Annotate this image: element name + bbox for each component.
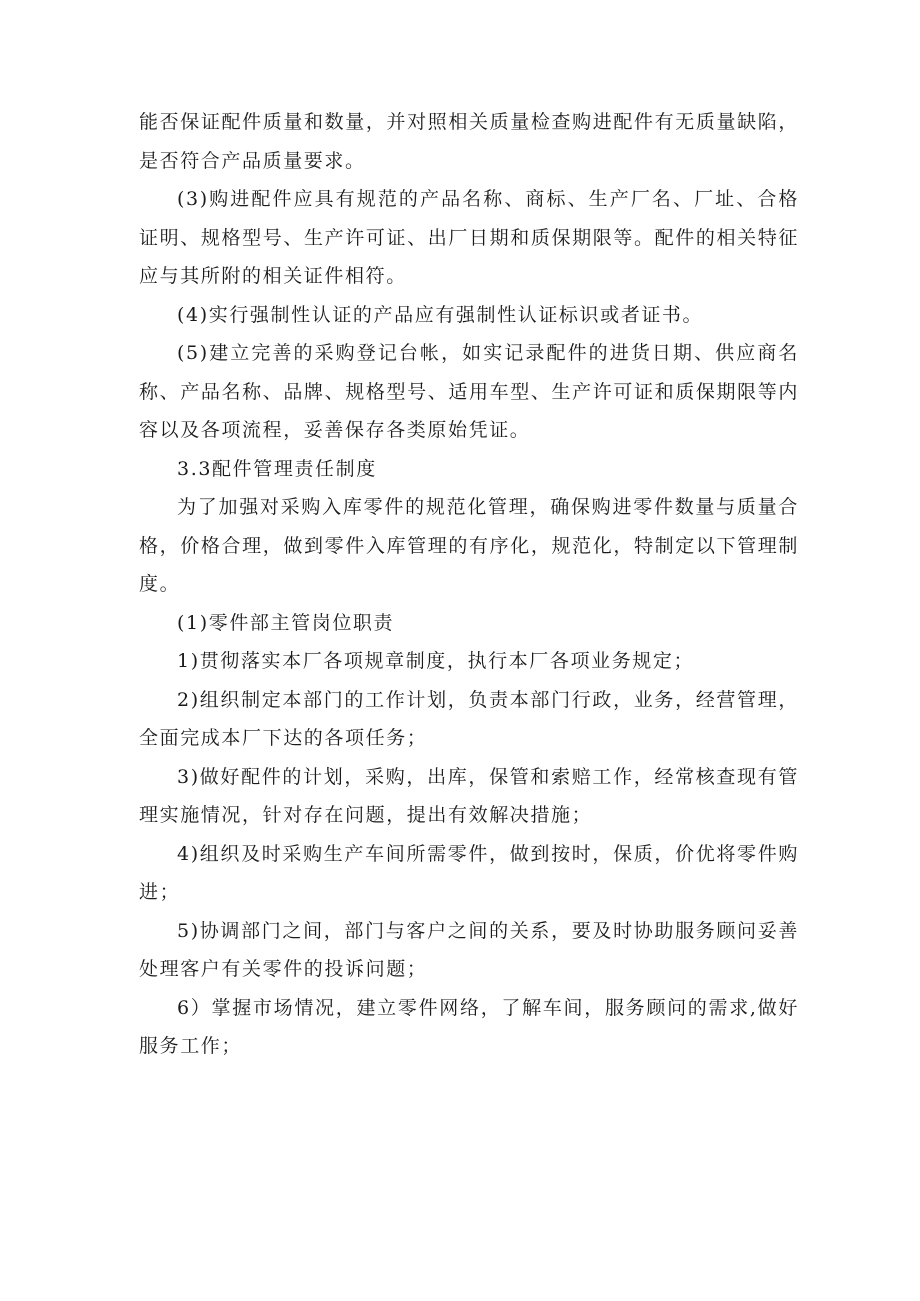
duty-item-4: 4)组织及时采购生产车间所需零件，做到按时，保质，价优将零件购进； (139, 842, 799, 903)
section-heading-3-3: 3.3配件管理责任制度 (177, 457, 377, 480)
duty-item-1: 1)贯彻落实本厂各项规章制度，执行本厂各项业务规定； (177, 650, 695, 672)
paragraph-item-4: (4)实行强制性认证的产品应有强制性认证标识或者证书。 (177, 303, 704, 326)
duty-item-3: 3)做好配件的计划，采购，出库，保管和索赔工作，经常核查现有管理实施情况，针对存在问题，提出有效解决措施； (139, 765, 799, 826)
subheading-duties: (1)零件部主管岗位职责 (177, 611, 395, 634)
paragraph-quality-check: 能否保证配件质量和数量，并对照相关质量检查购进配件有无质量缺陷，是否符合产品质量要求。 (139, 111, 799, 172)
document-body (139, 103, 799, 1066)
paragraph-item-5: (5)建立完善的采购登记台帐，如实记录配件的进货日期、供应商名称、产品名称、品牌、规格型号、适用车型、生产许可证和质保期限等内容以及各项流程，妥善保存各类原始凭证。 (139, 342, 799, 441)
duty-item-6: 6）掌握市场情况，建立零件网络，了解车间，服务顾问的需求,做好服务工作； (139, 996, 799, 1057)
paragraph-item-3: (3)购进配件应具有规范的产品名称、商标、生产厂名、厂址、合格证明、规格型号、生产许可证、出厂日期和质保期限等。配件的相关特征应与其所附的相关证件相符。 (139, 188, 799, 287)
duty-item-5: 5)协调部门之间，部门与客户之间的关系，要及时协助服务顾问妥善处理客户有关零件的投诉问题； (139, 919, 799, 980)
paragraph-intro: 为了加强对采购入库零件的规范化管理，确保购进零件数量与质量合格，价格合理，做到零件入库管理的有序化，规范化，特制定以下管理制度。 (139, 496, 799, 595)
duty-item-2: 2)组织制定本部门的工作计划，负责本部门行政，业务，经营管理，全面完成本厂下达的各项任务； (139, 688, 799, 749)
